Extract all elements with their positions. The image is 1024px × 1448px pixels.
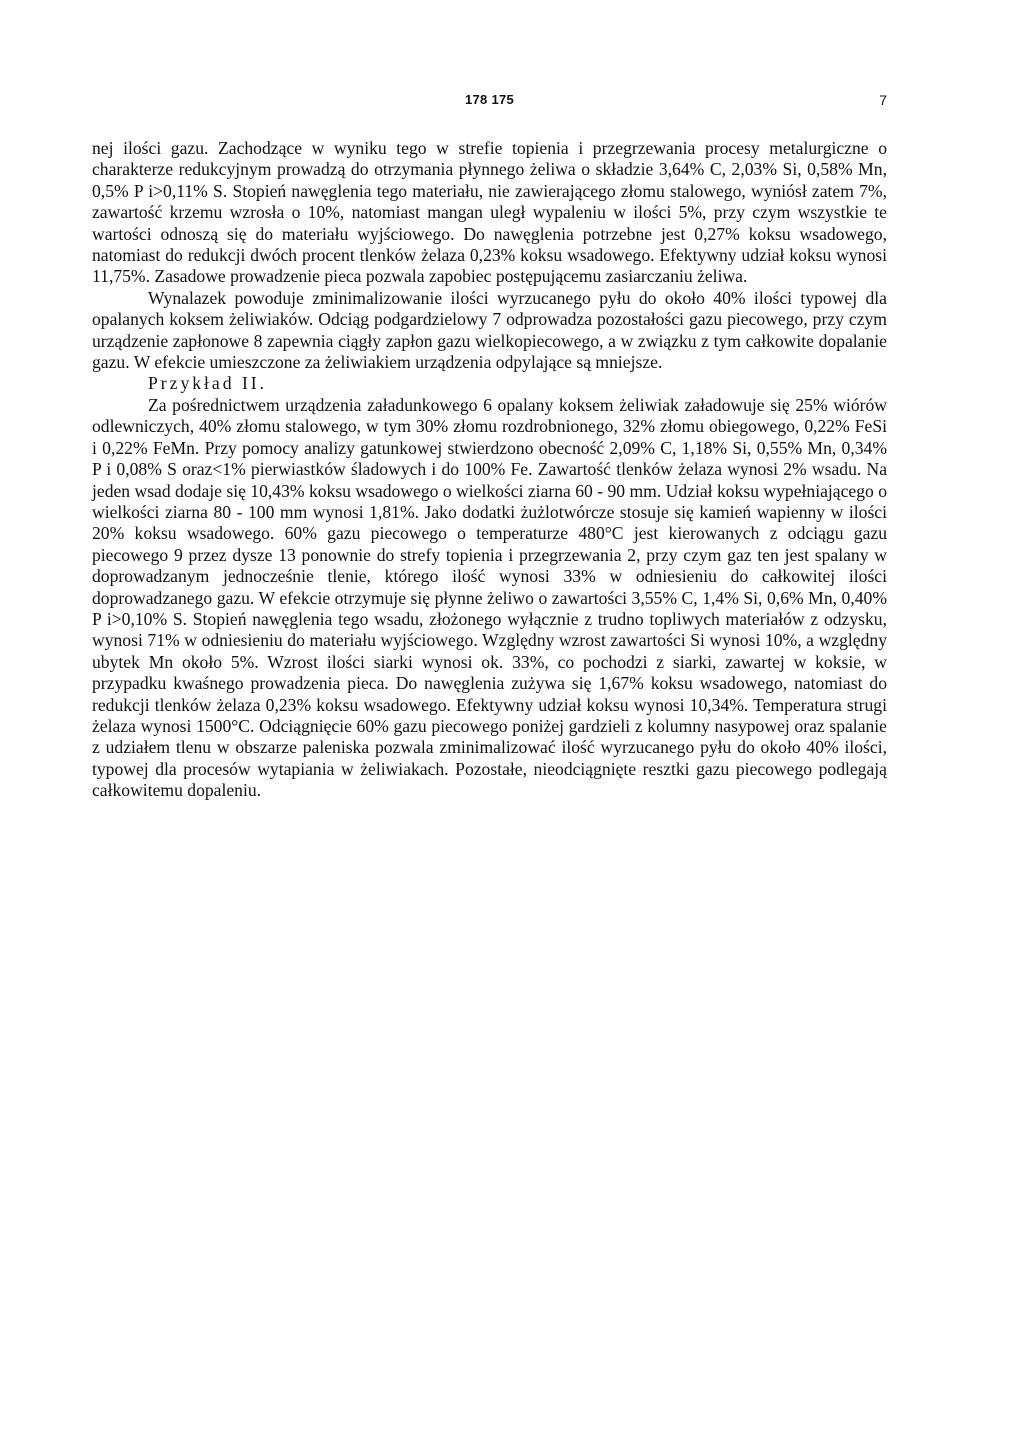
page-header <box>92 92 887 116</box>
paragraph-example-two: Za pośrednictwem urządzenia załadunkowego 6 opalany koksem żeliwiak załadowuje się 25% wiórów odlewniczych, 40% złomu stalowego, w tym 30% złomu rozdrobnionego, 32% złomu obiegowego, 0,22% FeSi i 0,22% FeMn. Przy pomocy analizy gatunkowej stwierdzono obecność 2,09% C, 1,18% Si, 0,55% Mn, 0,34% P i 0,08% S oraz<1% pierwiastków śladowych i do 100% Fe. Zawartość tlenków żelaza wynosi 2% wsadu. Na jeden wsad dodaje się 10,43% koksu wsadowego o wielkości ziarna 60 - 90 mm. Udział koksu wypełniającego o wielkości ziarna 80 - 100 mm wynosi 1,81%. Jako dodatki żużlotwórcze stosuje się kamień wapienny w ilości 20% koksu wsadowego. 60% gazu piecowego o temperaturze 480°C jest kierowanych z odciągu gazu piecowego 9 przez dysze 13 ponownie do strefy topienia i przegrzewania 2, przy czym gaz ten jest spalany w doprowadzanym jednocześnie tlenie, którego ilość wynosi 33% w odniesieniu do całkowitej ilości doprowadzanego gazu. W efekcie otrzymuje się płynne żeliwo o zawartości 3,55% C, 1,4% Si, 0,6% Mn, 0,40% P i>0,10% S. Stopień nawęglenia tego wsadu, złożonego wyłącznie z trudno topliwych materiałów z odzysku, wynosi 71% w odniesieniu do materiału wyjściowego. Względny wzrost zawartości Si wynosi 10%, a względny ubytek Mn około 5%. Wzrost ilości siarki wynosi ok. 33%, co pochodzi z siarki, zawartej w koksie, w przypadku kwaśnego prowadzenia pieca. Do nawęglenia zużywa się 1,67% koksu wsadowego, natomiast do redukcji tlenków żelaza 0,23% koksu wsadowego. Efektywny udział koksu wynosi 10,34%. Temperatura strugi żelaza wynosi 1500°C. Odciągnięcie 60% gazu piecowego poniżej gardzieli z kolumny nasypowej oraz spalanie z udziałem tlenu w obszarze paleniska pozwala zminimalizować ilość wyrzucanego pyłu do około 40% ilości, typowej dla procesów wytapiania w żeliwiakach. Pozostałe, nieodciągnięte resztki gazu piecowego podlegają całkowitemu dopaleniu. <box>92 394 887 801</box>
document-number: 178 175 <box>464 92 515 107</box>
page-number: 7 <box>879 92 887 108</box>
paragraph-invention-summary: Wynalazek powoduje zminimalizowanie ilości wyrzucanego pyłu do około 40% ilości typowej dla opalanych koksem żeliwiaków. Odciąg podgardzielowy 7 odprowadza pozostałości gazu piecowego, przy czym urządzenie zapłonowe 8 zapewnia ciągły zapłon gazu wielkopiecowego, a w związku z tym całkowite dopalanie gazu. W efekcie umieszczone za żeliwiakiem urządzenia odpylające są mniejsze. <box>92 287 887 373</box>
example-heading: Przykład II. <box>148 373 268 394</box>
paragraph-continuation: nej ilości gazu. Zachodzące w wyniku tego w strefie topienia i przegrzewania procesy metalurgiczne o charakterze redukcyjnym prowadzą do otrzymania płynnego żeliwa o składzie 3,64% C, 2,03% Si, 0,58% Mn, 0,5% P i>0,11% S. Stopień nawęglenia tego materiału, nie zawierającego złomu stalowego, wyniósł zatem 7%, zawartość krzemu wzrosła o 10%, natomiast mangan uległ wypaleniu w ilości 5%, przy czym wszystkie te wartości odnoszą się do materiału wyjściowego. Do nawęglenia potrzebne jest 0,27% koksu wsadowego, natomiast do redukcji dwóch procent tlenków żelaza 0,23% koksu wsadowego. Efektywny udział koksu wynosi 11,75%. Zasadowe prowadzenie pieca pozwala zapobiec postępującemu zasiarczaniu żeliwa. <box>92 138 887 287</box>
body-text <box>92 138 887 802</box>
